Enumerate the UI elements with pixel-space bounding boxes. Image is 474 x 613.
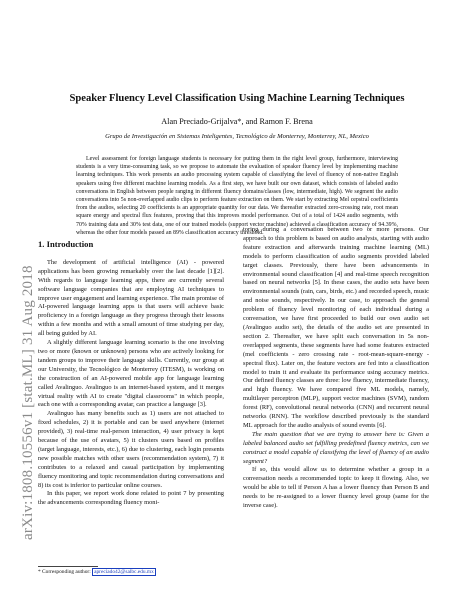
paragraph: A slightly different language learning scenario is the one involving two or more (known or unknown) persons who are actively looking for tandem groups to improve their language skills. Currently, our group at our University, the Tecnológico de Monterrey (ITESM), is working on the construction of an AI-powered mobile app for language learning called Avalinguo. Avalinguo is an internet-based system, and it merges virtual reality with AI to create "digital classrooms" in which people, each one with a corresponding avatar, can practice a language [3].	[38, 339, 224, 409]
arxiv-sidebar	[8, 0, 36, 613]
abstract: Level assessment for foreign language students is necessary for putting them in the right level group, furthermore, interviewing students is a very time-consuming task, so we propose to automate the evaluation of speaker fluency level by implementing machine learning techniques. This work presents an audio processing system capable of classifying the level of fluency of non-native English speakers using five different machine learning models. As a first step, we have built our own dataset, which consists of labeled audio conversations in English between people ranging in different fluency domains/classes (low, intermediate, high). We segment the audio conversations into 5s non-overlapped audio clips to perform feature extraction on them. We start by extracting Mel cepstral coefficients from the audios, selecting 20 coefficients is an appropriate quantity for our data. We thereafter extracted zero-crossing rate, root mean square energy and spectral flux features, proving that this improves model performance. Out of a total of 1424 audio segments, with 70% training data and 30% test data, one of our trained models (support vector machine) achieved a classification accuracy of 94.39%, whereas the other four models passed an 89% classification accuracy threshold.	[76, 156, 398, 236]
paper-affiliation: Grupo de Investigación en Sistemas Inteligentes, Tecnológico de Monterrey, Monterrey, NL, Mexico	[105, 133, 369, 140]
email-link[interactable]: apreciado42@salbc.edu.mx	[94, 569, 154, 575]
left-column	[38, 240, 224, 508]
section-heading: 1. Introduction	[38, 239, 94, 249]
footnote	[38, 569, 156, 575]
footnote-label: * Corresponding author:	[38, 569, 93, 575]
paper-title: Speaker Fluency Level Classification Using Machine Learning Techniques	[69, 93, 405, 104]
paper-authors: Alan Preciado-Grijalva*, and Ramon F. Brena	[161, 117, 313, 126]
paragraph: toring during a conversation between two or more persons. Our approach to this problem is based on audio analysis, starting with audio feature extraction and afterwards training machine learning (ML) models to perform classification of audio segments provided labeled target classes. Previously, there have been advancements in environmental sound classification [4] and real-time speech recognition based on neural networks [5]. In these cases, the audio sets have been environmental sounds (rain, cars, birds, etc.) and recorded speech, music and noise sounds, respectively. In our case, to approach the general problem of fluency level monitoring of each individual during a conversation, we have first proceeded to build our own audio set (Avalinguo audio set), the details of the audio set are presented in section 2. Thereafter, we have split each conversation in 5s non-overlapped segments, these segments have had some features extracted (mel coefficients - zero crossing rate - root-mean-square-energy - spectral flux). Later on, the feature vectors are fed into a classification model to train it and evaluate its performance using accuracy metrics. Our defined fluency classes are three: low fluency, intermediate fluency, and high fluency. We have compared five ML models, namely, multilayer perceptron (MLP), support vector machines (SVM), random forest (RF), convolutional neural networks (CNN) and recurrent neural networks (RNN). The workflow described previously is the standard ML approach for the audio analysis of sound events [6].	[243, 226, 429, 429]
paragraph: The main question that we are trying to answer here is: Given a labeled balanced audio set fulfilling predefined fluency metrics, can we construct a model capable of classifying the level of fluency of an audio segment?	[243, 430, 429, 465]
paragraph: In this paper, we report work done related to point 7 by presenting the advancements corresponding fluency moni-	[38, 490, 224, 507]
arxiv-identifier: arXiv:1808.10556v1 [stat.ML] 31 Aug 2018	[20, 265, 36, 540]
paragraph: If so, this would allow us to determine whether a group in a conversation needs a recommended topic to keep it flowing. Also, we would be able to tell if Person A has a lower fluency than Person B and needs to be re-assigned to a lower fluency level group (same for the inverse case).	[243, 466, 429, 510]
footnote-rule	[38, 566, 98, 567]
right-column	[243, 226, 429, 511]
paragraph: Avalinguo has many benefits such as 1) users are not attached to fixed schedules, 2) it is portable and can be used anywhere (internet provided), 3) real-time real-person interaction, 4) user privacy is kept because of the use of avatars, 5) it clusters users based on profiles (target language, interests, etc.), 6) due to clustering, each login presents new possible matches with other users (recommendation system), 7) it contributes to a relaxed and casual participation by implementing fluency monitoring and topic recommendation during conversations and 8) its cost is inferior to particular online courses.	[38, 410, 224, 489]
paragraph: The development of artificial intelligence (AI) - powered applications has been growing remarkably over the last decade [1][2]. With regards to language learning apps, there are currently several software language companies that are employing AI techniques to improve user engagement and learning experience. The main promise of AI-powered language learning apps is that users will achieve basic proficiency in a foreign language as they progress through their lessons within a few months and with a small amount of time studying per day, all being guided by AI.	[38, 258, 224, 338]
